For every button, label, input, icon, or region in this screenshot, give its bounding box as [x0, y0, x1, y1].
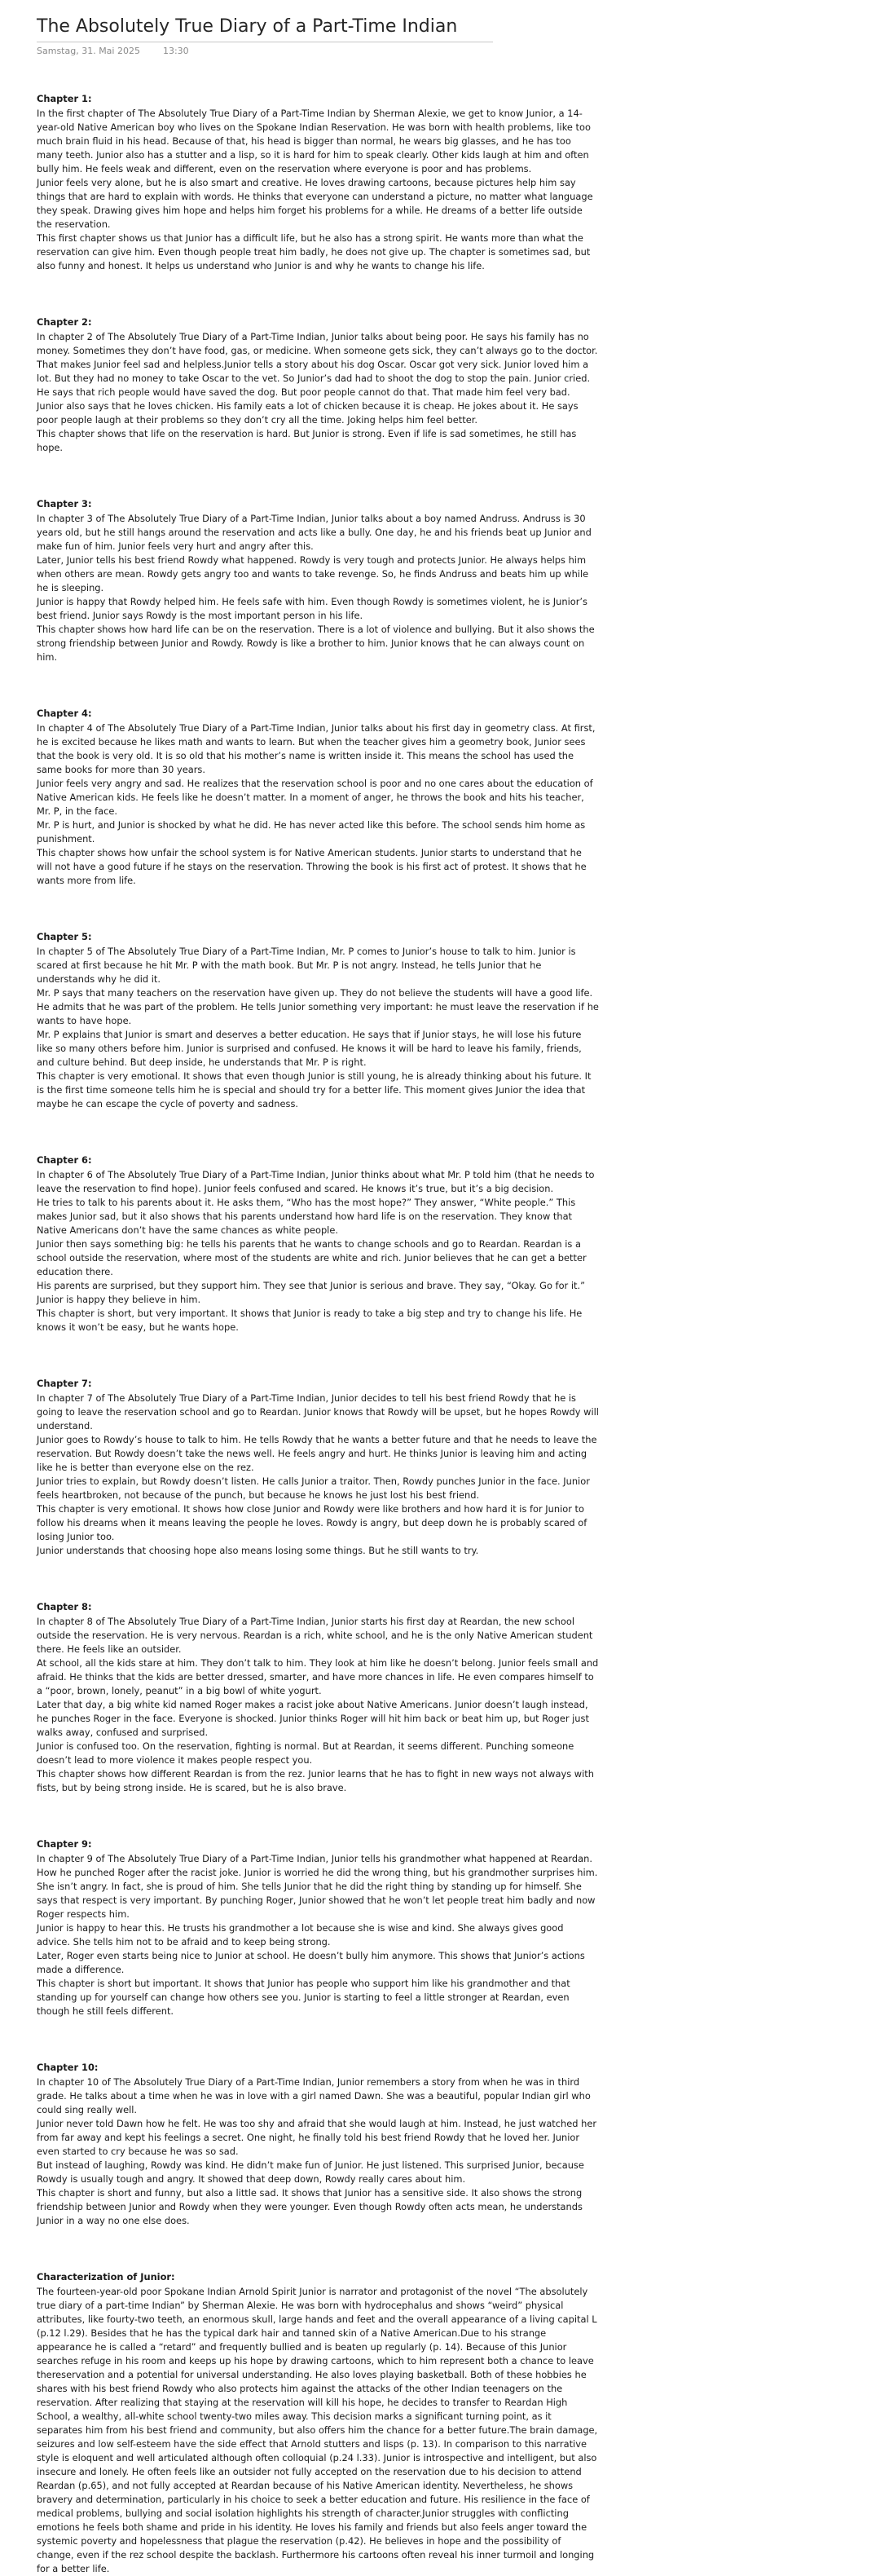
section-paragraph: This chapter is short and funny, but also a little sad. It shows that Junior has a sensitive side. It also shows the strong friendship between Junior and Rowdy when they were younger. Even though Rowdy often acts mean, he understands Junior in a way no one else does.: [37, 2187, 583, 2227]
section-paragraph: Mr. P is hurt, and Junior is shocked by what he did. He has never acted like this before. The school sends him home as punishment.: [37, 819, 586, 845]
section-paragraph: In the first chapter of The Absolutely True Diary of a Part-Time Indian by Sherman Alexie, we get to know Junior, a 14-year-old Native American boy who lives on the Spokane Indian Reservation. He was born with health problems, like too much brain fluid in his head. Because of that, his head is bigger than normal, he wears big glasses, and he has too many teeth. Junior also has a stutter and a lisp, so it is hard for him to speak clearly. Other kids laugh at him and often bully him. He feels weak and different, even on the reservation where everyone is poor and has problems.: [37, 108, 591, 175]
section-paragraph: Mr. P explains that Junior is smart and deserves a better education. He says that if Junior stays, he will lose his future like so many others before him. Junior is surprised and confused. He knows it will be hard to leave his family, friends, and culture behind. But deep inside, he understands that Mr. P is right.: [37, 1029, 582, 1069]
section-heading: Chapter 8:: [37, 1601, 92, 1613]
section-paragraph: In chapter 9 of The Absolutely True Diary of a Part-Time Indian, Junior tells his grandmother what happened at Reardan. How he punched Roger after the racist joke. Junior is worried he did the wrong thing, but his grandmother surprises him.: [37, 1853, 598, 1879]
section-paragraph: Junior understands that choosing hope also means losing some things. But he still wants to try.: [37, 1545, 479, 1557]
section-paragraph: In chapter 6 of The Absolutely True Diary of a Part-Time Indian, Junior thinks about what Mr. P told him (that he needs to leave the reservation to find hope). Junior feels confused and scared. He knows it’s true, but it’s a big decision.: [37, 1169, 595, 1195]
section-heading: Chapter 1:: [37, 93, 92, 105]
section-paragraph: This chapter shows that life on the reservation is hard. But Junior is strong. Even if life is sad sometimes, he still has hope.: [37, 428, 577, 454]
section-11: [37, 2270, 843, 2576]
section-paragraph: At school, all the kids stare at him. They don’t talk to him. They look at him like he doesn’t belong. Junior feels small and afraid. He thinks that the kids are better dressed, smarter, and have more chances in life. He even compares himself to a “poor, brown, lonely, peanut” in a big bowl of white yogurt.: [37, 1657, 599, 1697]
section-paragraph: This first chapter shows us that Junior has a difficult life, but he also has a strong spirit. He wants more than what the reservation can give him. Even though people treat him badly, he does not give up. The chapter is sometimes sad, but also funny and honest. It helps us understand who Junior is and why he wants to change his life.: [37, 232, 591, 272]
section-paragraph: Junior is happy that Rowdy helped him. He feels safe with him. Even though Rowdy is sometimes violent, he is Junior’s best friend. Junior says Rowdy is the most important person in his life.: [37, 596, 587, 622]
page-title: The Absolutely True Diary of a Part-Time Indian: [37, 16, 458, 37]
section-paragraph: Junior feels very angry and sad. He realizes that the reservation school is poor and no one cares about the education of Native American kids. He feels like he doesn’t matter. In a moment of anger, he throws the book and hits his teacher, Mr. P, in the face.: [37, 778, 593, 818]
section-paragraph: In chapter 3 of The Absolutely True Diary of a Part-Time Indian, Junior talks about a boy named Andruss. Andruss is 30 years old, but he still hangs around the reservation and acts like a bully. One day, he and his friends beat up Junior and make fun of him. Junior feels very hurt and angry after this.: [37, 513, 592, 553]
section-9: [37, 1837, 843, 2018]
section-paragraph: This chapter is short, but very important. It shows that Junior is ready to take a big step and try to change his life. He knows it won’t be easy, but he wants hope.: [37, 1308, 583, 1334]
section-paragraph: Junior tries to explain, but Rowdy doesn’t listen. He calls Junior a traitor. Then, Rowdy punches Junior in the face. Junior feels heartbroken, not because of the punch, but because he knows he just lost his best friend.: [37, 1475, 590, 1502]
section-paragraph: The fourteen-year-old poor Spokane Indian Arnold Spirit Junior is narrator and protagonist of the novel “The absolutely true diary of a part-time Indian” by Sherman Alexie. He was born with hydrocephalus and shows “weird” physical attributes, like fourty-two teeth, an enormous skull, large hands and feet and the overall appearance of a living capital L (p.12 l.29). Besides that he has the typical dark hair and tanned skin of a Native American.Due to his strange appearance he is called a “retard” and frequently bullied and is beaten up regularly (p. 14). Because of this Junior searches refuge in his room and keeps up his hope by drawing cartoons, which to him represent both a chance to leave thereservation and a potential for universal understanding. He also loves playing basketball. Both of these hobbies he shares with his best friend Rowdy who also protects him against the attacks of the other Indian teenagers on the reservation. After realizing that staying at the reservation will kill his hope, he decides to transfer to Reardan High School, a wealthy, all-white school twenty-two miles away. This decision marks a significant turning point, as it separates him from his best friend and community, but also offers him the chance for a better future.The brain damage, seizures and low self-esteem have the side effect that Arnold stutters and lisps (p. 13). In comparison to this narrative style is eloquent and well articulated although often colloquial (p.24 l.33). Junior is introspective and intelligent, but also insecure and lonely. He often feels like an outsider not fully accepted on the reservation due to his decision to attend Reardan (p.65), and not fully accepted at Reardan because of his Native American identity. Nevertheless, he shows bravery and determination, particularly in his choice to seek a better education and future. His resilience in the face of medical problems, bullying and social isolation highlights his strength of character.Junior struggles with conflicting emotions he feels both shame and pride in his identity. He loves his family and friends but also feels anger toward the systemic poverty and hopelessness that plague the reservation (p.42). He believes in hope and the possibility of change, even if the rez school despite the backlash. Furthermore his cartoons often reveal his inner turmoil and longing for a better life.: [37, 2286, 598, 2575]
section-paragraph: He tries to talk to his parents about it. He asks them, “Who has the most hope?” They answer, “White people.” This makes Junior sad, but it also shows that his parents understand how hard life is on the reservation. They know that Native Americans don’t have the same chances as white people.: [37, 1197, 576, 1237]
section-heading: Chapter 5:: [37, 931, 92, 943]
section-paragraph: Later, Roger even starts being nice to Junior at school. He doesn’t bully him anymore. This shows that Junior’s actions made a difference.: [37, 1950, 585, 1976]
section-paragraph: Junior goes to Rowdy’s house to talk to him. He tells Rowdy that he wants a better future and that he needs to leave the reservation. But Rowdy doesn’t take the news well. He feels angry and hurt. He thinks Junior is leaving him and acting like he is better than everyone else on the rez.: [37, 1434, 597, 1474]
section-paragraph: Junior then says something big: he tells his parents that he wants to change schools and go to Reardan. Reardan is a school outside the reservation, where most of the students are white and rich. Junior believes that he can get a better education there.: [37, 1238, 587, 1278]
section-paragraph: Junior also says that he loves chicken. His family eats a lot of chicken because it is cheap. He jokes about it. He says poor people laugh at their problems so they don’t cry all the time. Joking helps him feel better.: [37, 400, 579, 426]
section-paragraph: This chapter shows how different Reardan is from the rez. Junior learns that he has to fight in new ways not always with fists, but by being strong inside. He is scared, but he is also brave.: [37, 1768, 594, 1794]
page-time: 13:30: [162, 46, 189, 57]
section-paragraph: In chapter 8 of The Absolutely True Diary of a Part-Time Indian, Junior starts his first day at Reardan, the new school outside the reservation. He is very nervous. Reardan is a rich, white school, and he is the only Native American student there. He feels like an outsider.: [37, 1616, 593, 1656]
page-date: Samstag, 31. Mai 2025: [37, 46, 140, 57]
section-7: [37, 1377, 843, 1558]
section-4: [37, 707, 843, 888]
section-heading: Chapter 2:: [37, 316, 92, 329]
section-2: [37, 315, 843, 455]
section-1: [37, 92, 843, 273]
section-paragraph: She isn’t angry. In fact, she is proud of him. She tells Junior that he did the right thing by standing up for himself. She says that respect is very important. By punching Roger, Junior showed that he won’t let people treat him badly and now Roger respects him.: [37, 1881, 596, 1921]
section-paragraph: In chapter 10 of The Absolutely True Diary of a Part-Time Indian, Junior remembers a story from when he was in third grade. He talks about a time when he was in love with a girl named Dawn. She was a beautiful, popular Indian girl who could sing really well.: [37, 2076, 591, 2116]
content-sections: [37, 92, 843, 2576]
section-heading: Chapter 3:: [37, 498, 92, 510]
section-heading: Chapter 7:: [37, 1378, 92, 1390]
section-paragraph: This chapter is short but important. It shows that Junior has people who support him like his grandmother and that standing up for yourself can change how others see you. Junior is starting to feel a little stronger at Reardan, even though he still feels different.: [37, 1978, 570, 2018]
section-paragraph: In chapter 2 of The Absolutely True Diary of a Part-Time Indian, Junior talks about being poor. He says his family has no money. Sometimes they don’t have food, gas, or medicine. When someone gets sick, they can’t always go to the doctor. That makes Junior feel sad and helpless.Junior tells a story about his dog Oscar. Oscar got very sick. Junior loved him a lot. But they had no money to take Oscar to the vet. So Junior’s dad had to shoot the dog to stop the pain. Junior cried. He says that rich people would have saved the dog. But poor people cannot do that. That made him feel very bad.: [37, 331, 598, 399]
section-paragraph: Junior never told Dawn how he felt. He was too shy and afraid that she would laugh at him. Instead, he just watched her from far away and kept his feelings a secret. One night, he finally told his best friend Rowdy that he loved her. Junior even started to cry because he was so sad.: [37, 2118, 597, 2158]
section-paragraph: Junior is confused too. On the reservation, fighting is normal. But at Reardan, it seems different. Punching someone doesn’t lead to more violence it makes people respect you.: [37, 1740, 574, 1767]
section-paragraph: Junior is happy to hear this. He trusts his grandmother a lot because she is wise and kind. She always gives good advice. She tells him not to be afraid and to keep being strong.: [37, 1922, 564, 1948]
section-heading: Chapter 10:: [37, 2062, 99, 2074]
section-paragraph: In chapter 7 of The Absolutely True Diary of a Part-Time Indian, Junior decides to tell his best friend Rowdy that he is going to leave the reservation school and go to Reardan. Junior knows that Rowdy will be upset, but he hopes Rowdy will understand.: [37, 1392, 599, 1432]
section-heading: Chapter 4:: [37, 708, 92, 720]
section-paragraph: This chapter is very emotional. It shows that even though Junior is still young, he is already thinking about his future. It is the first time someone tells him he is special and should try for a better life. This moment gives Junior the idea that maybe he can escape the cycle of poverty and sadness.: [37, 1070, 592, 1110]
section-paragraph: In chapter 4 of The Absolutely True Diary of a Part-Time Indian, Junior talks about his first day in geometry class. At first, he is excited because he likes math and wants to learn. But when the teacher gives him a geometry book, Junior sees that the book is very old. It is so old that his mother’s name is written inside it. This means the school has used the same books for more than 30 years.: [37, 722, 596, 776]
section-heading: Characterization of Junior:: [37, 2271, 175, 2283]
section-paragraph: Later that day, a big white kid named Roger makes a racist joke about Native Americans. Junior doesn’t laugh instead, he punches Roger in the face. Everyone is shocked. Junior thinks Roger will hit him back or beat him up, but Roger just walks away, confused and surprised.: [37, 1699, 589, 1739]
section-paragraph: Mr. P says that many teachers on the reservation have given up. They do not believe the students will have a good life. He admits that he was part of the problem. He tells Junior something very important: he must leave the reservation if he wants to have hope.: [37, 987, 599, 1027]
section-heading: Chapter 9:: [37, 1838, 92, 1850]
section-3: [37, 497, 843, 664]
section-paragraph: His parents are surprised, but they support him. They see that Junior is serious and brave. They say, “Okay. Go for it.” Junior is happy they believe in him.: [37, 1280, 585, 1306]
section-paragraph: Junior feels very alone, but he is also smart and creative. He loves drawing cartoons, because pictures help him say things that are hard to explain with words. He thinks that everyone can understand a picture, no matter what language they speak. Drawing gives him hope and helps him forget his problems for a while. He dreams of a better life outside the reservation.: [37, 177, 593, 231]
section-paragraph: This chapter shows how hard life can be on the reservation. There is a lot of violence and bullying. But it also shows the strong friendship between Junior and Rowdy. Rowdy is like a brother to him. Junior knows that he can always count on him.: [37, 624, 595, 664]
section-6: [37, 1153, 843, 1334]
section-paragraph: Later, Junior tells his best friend Rowdy what happened. Rowdy is very tough and protects Junior. He always helps him when others are mean. Rowdy gets angry too and wants to take revenge. So, he finds Andruss and beats him up while he is sleeping.: [37, 554, 589, 594]
section-5: [37, 930, 843, 1111]
section-paragraph: In chapter 5 of The Absolutely True Diary of a Part-Time Indian, Mr. P comes to Junior’s house to talk to him. Junior is scared at first because he hit Mr. P with the math book. But Mr. P is not angry. Instead, he tells Junior that he understands why he did it.: [37, 946, 576, 986]
section-paragraph: But instead of laughing, Rowdy was kind. He didn’t make fun of Junior. He just listened. This surprised Junior, because Rowdy is usually tough and angry. It showed that deep down, Rowdy really cares about him.: [37, 2159, 584, 2186]
section-paragraph: This chapter shows how unfair the school system is for Native American students. Junior starts to understand that he will not have a good future if he stays on the reservation. Throwing the book is his first act of protest. It shows that he wants more from life.: [37, 847, 587, 887]
section-8: [37, 1600, 843, 1795]
section-paragraph: This chapter is very emotional. It shows how close Junior and Rowdy were like brothers and how hard it is for Junior to follow his dreams when it means leaving the people he loves. Rowdy is angry, but deep down he is probably scared of losing Junior too.: [37, 1503, 587, 1543]
page-meta: [37, 46, 843, 56]
section-10: [37, 2061, 843, 2228]
section-heading: Chapter 6:: [37, 1154, 92, 1167]
